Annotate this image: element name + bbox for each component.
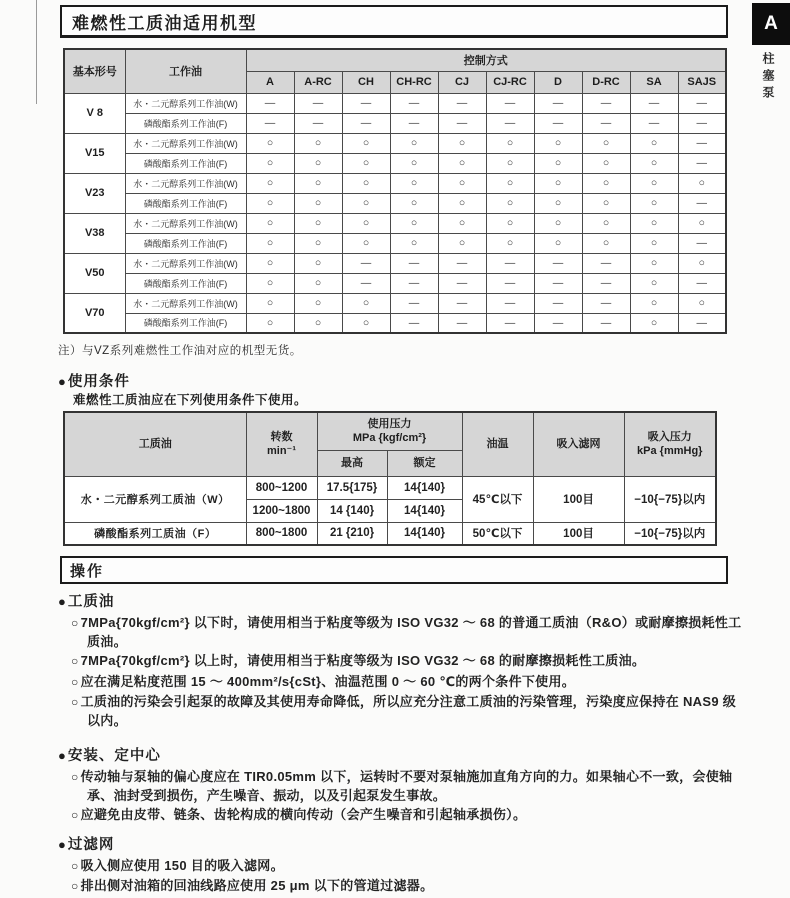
- oil-type-cell: 水・二元醇系列工作油(W): [125, 213, 246, 233]
- compatibility-cell: —: [294, 93, 342, 113]
- compatibility-cell: —: [582, 273, 630, 293]
- item-bullet-icon: ○: [71, 695, 79, 709]
- model-cell: V15: [64, 133, 125, 173]
- oil-type-cell: 磷酸酯系列工作油(F): [125, 193, 246, 213]
- control-column-header: CJ-RC: [486, 71, 534, 93]
- compatibility-cell: ○: [246, 313, 294, 333]
- oil-type-cell: 磷酸酯系列工作油(F): [125, 273, 246, 293]
- conditions-header-row: [64, 412, 716, 450]
- conditions-intro: 难燃性工质油应在下列使用条件下使用。: [73, 393, 308, 407]
- compatibility-cell: —: [486, 113, 534, 133]
- compatibility-cell: ○: [390, 173, 438, 193]
- compatibility-cell: ○: [630, 273, 678, 293]
- compatibility-cell: —: [438, 253, 486, 273]
- oil-temp-cell: 50℃以下: [462, 522, 533, 545]
- compatibility-cell: —: [678, 93, 726, 113]
- speed-cell: 1200~1800: [246, 499, 317, 522]
- compatibility-cell: ○: [438, 173, 486, 193]
- header-oil-temp: 油温: [462, 412, 533, 476]
- compatibility-cell: —: [486, 313, 534, 333]
- compatibility-cell: —: [486, 293, 534, 313]
- header-oil: 工作油: [125, 49, 246, 93]
- list-item: [71, 614, 746, 650]
- suction-pressure-cell: −10{−75}以内: [624, 522, 716, 545]
- list-item-text: 排出侧对油箱的回油线路应使用 25 μm 以下的管道过滤器。: [80, 878, 434, 893]
- compatibility-cell: ○: [294, 273, 342, 293]
- compatibility-cell: —: [630, 93, 678, 113]
- header-suction-pressure: [624, 412, 716, 476]
- operation-item-list: [58, 614, 746, 729]
- list-item: [71, 768, 746, 804]
- compatibility-cell: —: [342, 113, 390, 133]
- compatibility-cell: ○: [342, 233, 390, 253]
- conditions-heading-text: 使用条件: [67, 374, 130, 390]
- model-cell: V 8: [64, 93, 125, 133]
- operation-section-heading-text: 过滤网: [67, 836, 115, 853]
- list-item: [71, 806, 746, 825]
- compatibility-cell: —: [678, 193, 726, 213]
- table-row: [64, 153, 726, 173]
- compatibility-cell: —: [582, 253, 630, 273]
- compatibility-cell: —: [678, 153, 726, 173]
- compatibility-cell: ○: [486, 213, 534, 233]
- compatibility-cell: ○: [678, 173, 726, 193]
- compatibility-cell: —: [390, 313, 438, 333]
- oil-type-cell: 水・二元醇系列工作油(W): [125, 173, 246, 193]
- model-compatibility-table: [63, 48, 727, 334]
- page-title: [60, 5, 728, 38]
- model-cell: V38: [64, 213, 125, 253]
- compatibility-cell: ○: [534, 173, 582, 193]
- table-row: [64, 93, 726, 113]
- compatibility-cell: —: [294, 113, 342, 133]
- model-cell: V70: [64, 293, 125, 333]
- compatibility-cell: —: [534, 313, 582, 333]
- compatibility-cell: —: [582, 113, 630, 133]
- operation-item-list: [58, 857, 746, 896]
- speed-cell: 800~1800: [246, 522, 317, 545]
- compatibility-cell: ○: [678, 253, 726, 273]
- compatibility-cell: —: [534, 273, 582, 293]
- oil-type-cell: 磷酸酯系列工作油(F): [125, 113, 246, 133]
- compatibility-cell: ○: [246, 153, 294, 173]
- list-item-text: 7MPa{70kgf/cm²} 以上时，请使用相当于粘度等级为 ISO VG32 ～ 68 的耐摩擦损耗性工质油。: [80, 653, 646, 668]
- control-column-header: D: [534, 71, 582, 93]
- compatibility-cell: ○: [582, 193, 630, 213]
- control-column-header: A-RC: [294, 71, 342, 93]
- list-item: [71, 652, 746, 671]
- list-item: [71, 693, 746, 729]
- compatibility-cell: —: [438, 113, 486, 133]
- compatibility-cell: —: [534, 113, 582, 133]
- compatibility-cell: —: [390, 93, 438, 113]
- table-note: 注）与VZ系列难燃性工作油对应的机型无货。: [58, 345, 302, 357]
- table-row: [64, 522, 716, 545]
- compatibility-cell: —: [438, 293, 486, 313]
- compatibility-cell: —: [438, 93, 486, 113]
- compatibility-cell: ○: [294, 233, 342, 253]
- item-bullet-icon: ○: [71, 616, 79, 630]
- compatibility-cell: ○: [630, 173, 678, 193]
- header-fluid: 工质油: [64, 412, 246, 476]
- table-row: [64, 213, 726, 233]
- header-model: 基本形号: [64, 49, 125, 93]
- operation-section-heading: [58, 590, 746, 611]
- compatibility-cell: ○: [342, 293, 390, 313]
- compatibility-cell: —: [534, 253, 582, 273]
- compatibility-cell: ○: [246, 213, 294, 233]
- strainer-cell: 100目: [533, 522, 624, 545]
- compatibility-cell: ○: [582, 233, 630, 253]
- operation-title-text: 操作: [70, 562, 105, 580]
- item-bullet-icon: ○: [71, 858, 79, 873]
- operation-section-heading: [58, 833, 746, 854]
- compatibility-cell: ○: [486, 233, 534, 253]
- pressure-max-cell: 21 {210}: [317, 522, 387, 545]
- compatibility-cell: ○: [294, 313, 342, 333]
- oil-type-cell: 水・二元醇系列工作油(W): [125, 133, 246, 153]
- compatibility-cell: ○: [678, 213, 726, 233]
- compatibility-cell: —: [390, 253, 438, 273]
- item-bullet-icon: ○: [71, 879, 79, 893]
- compatibility-cell: ○: [582, 153, 630, 173]
- compatibility-cell: ○: [342, 193, 390, 213]
- compatibility-cell: ○: [342, 213, 390, 233]
- compatibility-cell: ○: [342, 153, 390, 173]
- compatibility-cell: —: [342, 93, 390, 113]
- compatibility-cell: ○: [294, 293, 342, 313]
- oil-type-cell: 磷酸酯系列工作油(F): [125, 313, 246, 333]
- compatibility-cell: —: [486, 273, 534, 293]
- table-row: [64, 253, 726, 273]
- compatibility-cell: ○: [630, 313, 678, 333]
- compatibility-cell: ○: [246, 253, 294, 273]
- header-suction-line1: 吸入压力: [647, 431, 692, 444]
- suction-pressure-cell: −10{−75}以内: [624, 476, 716, 522]
- table-header-row: [64, 49, 726, 71]
- section-bullet-icon: ●: [58, 374, 67, 389]
- compatibility-cell: —: [390, 293, 438, 313]
- table-row: [64, 273, 726, 293]
- list-item-text: 传动轴与泵轴的偏心度应在 TIR0.05mm 以下，运转时不要对泵轴施加直角方向的力。如果轴心不一致，会使轴承、油封受到损伤，产生噪音、振动，以及引起泵发生事故。: [80, 769, 733, 803]
- compatibility-cell: ○: [534, 233, 582, 253]
- list-item-text: 应在满足粘度范围 15 ～ 400mm²/s{cSt}、油温范围 0 ～ 60 ℃的两个条件下使用。: [80, 673, 576, 689]
- item-bullet-icon: ○: [71, 770, 79, 784]
- strainer-cell: 100目: [533, 476, 624, 522]
- page-edge-line: [36, 0, 37, 104]
- compatibility-cell: —: [438, 273, 486, 293]
- table-row: [64, 133, 726, 153]
- list-item-text: 吸入侧应使用 150 目的吸入滤网。: [80, 857, 284, 873]
- control-column-header: SA: [630, 71, 678, 93]
- pressure-max-cell: 17.5{175}: [317, 476, 387, 499]
- compatibility-cell: ○: [630, 193, 678, 213]
- compatibility-cell: ○: [294, 193, 342, 213]
- compatibility-cell: —: [486, 93, 534, 113]
- header-pressure-max: 最高: [317, 450, 387, 476]
- item-bullet-icon: ○: [71, 808, 79, 822]
- section-bullet-icon: ●: [58, 594, 67, 609]
- compatibility-cell: —: [582, 93, 630, 113]
- compatibility-cell: ○: [582, 213, 630, 233]
- pressure-rated-cell: 14{140}: [387, 476, 462, 499]
- compatibility-cell: —: [438, 313, 486, 333]
- operation-section-heading-text: 安装、定中心: [67, 748, 161, 764]
- compatibility-cell: ○: [534, 213, 582, 233]
- compatibility-cell: ○: [534, 153, 582, 173]
- oil-type-cell: 水・二元醇系列工作油(W): [125, 93, 246, 113]
- compatibility-cell: ○: [294, 213, 342, 233]
- control-column-header: A: [246, 71, 294, 93]
- control-column-header: CH-RC: [390, 71, 438, 93]
- operation-content: [58, 590, 746, 898]
- compatibility-cell: ○: [438, 213, 486, 233]
- speed-cell: 800~1200: [246, 476, 317, 499]
- compatibility-cell: —: [678, 133, 726, 153]
- compatibility-cell: ○: [390, 213, 438, 233]
- control-column-header: CH: [342, 71, 390, 93]
- compatibility-cell: ○: [294, 253, 342, 273]
- compatibility-cell: ○: [678, 293, 726, 313]
- compatibility-cell: ○: [342, 173, 390, 193]
- compatibility-cell: —: [246, 113, 294, 133]
- compatibility-cell: ○: [630, 233, 678, 253]
- compatibility-cell: ○: [390, 153, 438, 173]
- operation-section-heading-text: 工质油: [67, 594, 115, 610]
- compatibility-cell: —: [486, 253, 534, 273]
- compatibility-cell: ○: [390, 233, 438, 253]
- page-title-text: 难燃性工质油适用机型: [72, 13, 257, 33]
- header-speed: [246, 412, 317, 476]
- compatibility-cell: ○: [630, 293, 678, 313]
- compatibility-cell: ○: [246, 193, 294, 213]
- operation-item-list: [58, 768, 746, 825]
- header-pressure-line1: 使用压力: [367, 418, 412, 431]
- compatibility-cell: ○: [246, 133, 294, 153]
- item-bullet-icon: ○: [71, 674, 79, 689]
- compatibility-cell: ○: [342, 313, 390, 333]
- compatibility-cell: ○: [486, 193, 534, 213]
- model-cell: V23: [64, 173, 125, 213]
- header-pressure-line2: MPa {kgf/cm²}: [352, 432, 427, 445]
- compatibility-cell: —: [582, 293, 630, 313]
- section-bullet-icon: ●: [58, 748, 67, 763]
- compatibility-cell: ○: [246, 273, 294, 293]
- fluid-name-cell: 水・二元醇系列工质油（W）: [64, 476, 246, 522]
- section-bullet-icon: ●: [58, 836, 67, 852]
- compatibility-cell: —: [678, 113, 726, 133]
- compatibility-cell: ○: [534, 133, 582, 153]
- compatibility-cell: —: [678, 273, 726, 293]
- usage-conditions-table: [63, 411, 717, 546]
- item-bullet-icon: ○: [71, 654, 79, 668]
- compatibility-cell: ○: [582, 133, 630, 153]
- compatibility-cell: ○: [246, 173, 294, 193]
- fluid-name-cell: 磷酸酯系列工质油（F）: [64, 522, 246, 545]
- compatibility-cell: ○: [246, 233, 294, 253]
- control-column-header: D-RC: [582, 71, 630, 93]
- compatibility-cell: ○: [294, 153, 342, 173]
- table-row: [64, 313, 726, 333]
- sidebar-category-label: 柱塞泵: [761, 52, 775, 103]
- compatibility-cell: —: [582, 313, 630, 333]
- compatibility-cell: ○: [294, 173, 342, 193]
- compatibility-cell: ○: [390, 133, 438, 153]
- table-row: [64, 173, 726, 193]
- compatibility-cell: ○: [630, 213, 678, 233]
- header-speed-line2: min⁻¹: [266, 445, 297, 458]
- compatibility-cell: ○: [486, 133, 534, 153]
- header-suction-strainer: 吸入滤网: [533, 412, 624, 476]
- header-speed-line1: 转数: [270, 431, 293, 444]
- compatibility-cell: —: [534, 93, 582, 113]
- compatibility-cell: ○: [582, 173, 630, 193]
- oil-type-cell: 水・二元醇系列工作油(W): [125, 253, 246, 273]
- header-control-method: 控制方式: [246, 49, 726, 71]
- compatibility-cell: ○: [438, 153, 486, 173]
- compatibility-cell: ○: [630, 253, 678, 273]
- table-row: [64, 293, 726, 313]
- compatibility-cell: ○: [438, 233, 486, 253]
- compatibility-cell: ○: [342, 133, 390, 153]
- pressure-max-cell: 14 {140}: [317, 499, 387, 522]
- compatibility-cell: ○: [246, 293, 294, 313]
- control-column-header: CJ: [438, 71, 486, 93]
- list-item-text: 应避免由皮带、链条、齿轮构成的横向传动（会产生噪音和引起轴承损伤）。: [80, 807, 527, 822]
- compatibility-cell: —: [678, 233, 726, 253]
- operation-title: [60, 556, 728, 584]
- control-column-header: SAJS: [678, 71, 726, 93]
- list-item-text: 工质油的污染会引起泵的故障及其使用寿命降低，所以应充分注意工质油的污染管理，污染度应保持在 NAS9 级以内。: [80, 694, 737, 728]
- compatibility-cell: ○: [486, 153, 534, 173]
- list-item: [71, 673, 746, 692]
- compatibility-cell: ○: [534, 193, 582, 213]
- operation-section-heading: [58, 744, 746, 765]
- compatibility-cell: ○: [630, 153, 678, 173]
- header-pressure: [317, 412, 462, 450]
- compatibility-cell: —: [246, 93, 294, 113]
- oil-type-cell: 磷酸酯系列工作油(F): [125, 153, 246, 173]
- oil-temp-cell: 45℃以下: [462, 476, 533, 522]
- table-row: [64, 476, 716, 499]
- compatibility-cell: ○: [438, 193, 486, 213]
- compatibility-cell: ○: [294, 133, 342, 153]
- pressure-rated-cell: 14{140}: [387, 522, 462, 545]
- compatibility-cell: ○: [438, 133, 486, 153]
- compatibility-cell: —: [630, 113, 678, 133]
- list-item-text: 7MPa{70kgf/cm²} 以下时，请使用相当于粘度等级为 ISO VG32 ～ 68 的普通工质油（R&O）或耐摩擦损耗性工质油。: [80, 615, 742, 649]
- oil-type-cell: 磷酸酯系列工作油(F): [125, 233, 246, 253]
- header-suction-line2: kPa {mmHg}: [637, 445, 703, 458]
- compatibility-cell: ○: [630, 133, 678, 153]
- compatibility-cell: —: [342, 253, 390, 273]
- table-row: [64, 113, 726, 133]
- compatibility-cell: —: [678, 313, 726, 333]
- model-cell: V50: [64, 253, 125, 293]
- pressure-rated-cell: 14{140}: [387, 499, 462, 522]
- compatibility-cell: —: [390, 113, 438, 133]
- compatibility-cell: —: [342, 273, 390, 293]
- table-row: [64, 233, 726, 253]
- conditions-heading: [58, 370, 130, 391]
- header-pressure-rated: 额定: [387, 450, 462, 476]
- compatibility-cell: ○: [486, 173, 534, 193]
- compatibility-cell: —: [390, 273, 438, 293]
- compatibility-cell: —: [534, 293, 582, 313]
- section-index-letter: A: [764, 13, 778, 34]
- list-item: [71, 857, 746, 876]
- compatibility-cell: ○: [390, 193, 438, 213]
- section-index-tab: [752, 3, 790, 45]
- table-row: [64, 193, 726, 213]
- list-item: [71, 877, 746, 896]
- oil-type-cell: 水・二元醇系列工作油(W): [125, 293, 246, 313]
